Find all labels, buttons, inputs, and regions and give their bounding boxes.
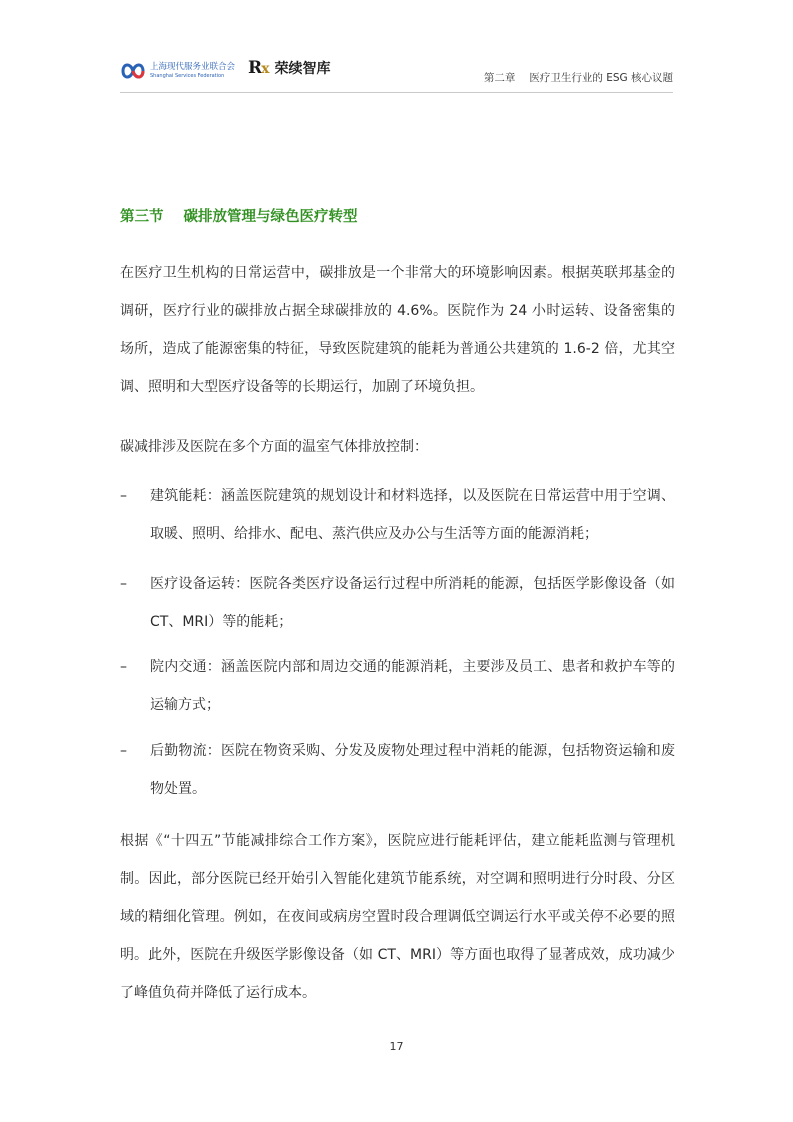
ssf-logo: [120, 60, 235, 82]
bullet-dash: –: [120, 659, 127, 675]
page-number: 17: [389, 1040, 404, 1053]
brand-logo: [248, 58, 331, 78]
page-header: [120, 58, 673, 88]
list-item-text: 医疗设备运转：医院各类医疗设备运行过程中所消耗的能源，包括医学影像设备（如 CT、MRI）等的能耗；: [150, 576, 675, 630]
header-divider: [120, 92, 673, 93]
list-item-text: 建筑能耗：涵盖医院建筑的规划设计和材料选择，以及医院在日常运营中用于空调、取暖、照明、给排水、配电、蒸汽供应及办公与生活等方面的能源消耗；: [150, 488, 675, 542]
list-item-text: 院内交通：涵盖医院内部和周边交通的能源消耗，主要涉及员工、患者和救护车等的运输方式；: [150, 659, 675, 713]
org-name-en: Shanghai Services Federation: [150, 72, 225, 79]
bullet-dash: –: [120, 743, 127, 759]
list-item: [120, 565, 675, 641]
bullet-dash: –: [120, 488, 127, 504]
org-name: 上海现代服务业联合会: [150, 62, 236, 73]
list-item-text: 后勤物流：医院在物资采购、分发及废物处理过程中消耗的能源，包括物资运输和废物处置。: [150, 743, 675, 797]
section-heading: [120, 205, 358, 226]
section-title: 碳排放管理与绿色医疗转型: [183, 209, 358, 225]
chapter-title: 医疗卫生行业的 ESG 核心议题: [529, 72, 673, 84]
paragraph-policy: 根据《“十四五”节能减排综合工作方案》，医院应进行能耗评估，建立能耗监测与管理机制。因此，部分医院已经开始引入智能化建筑节能系统，对空调和照明进行分时段、分区域的精细化管理。例如，在夜间或病房空置时段合理调低空调运行水平或关停不必要的照明。此外，医院在升级医学影像设备（如 CT、MRI）等方面也取得了显著成效，成功减少了峰值负荷并降低了运行成本。: [120, 833, 675, 1001]
list-item: [120, 732, 675, 808]
paragraph-list-lead: 碳减排涉及医院在多个方面的温室气体排放控制：: [120, 439, 428, 455]
chapter-heading: [484, 70, 673, 85]
list-item: [120, 477, 675, 553]
section-number: 第三节: [120, 209, 164, 225]
list-item: [120, 648, 675, 724]
bullet-dash: –: [120, 576, 127, 592]
ssf-logo-icon: [120, 60, 146, 82]
chapter-number: 第二章: [483, 72, 516, 84]
brand-name: 荣续智库: [274, 61, 331, 77]
brand-mark-icon: Rx: [248, 58, 269, 78]
paragraph-intro: 在医疗卫生机构的日常运营中，碳排放是一个非常大的环境影响因素。根据英联邦基金的调研，医疗行业的碳排放占据全球碳排放的 4.6%。医院作为 24 小时运转、设备密集的场所，造成了能源密集的特征，导致医院建筑的能耗为普通公共建筑的 1.6-2 倍，尤其空调、照明和大型医疗设备等的长期运行，加剧了环境负担。: [120, 265, 675, 395]
